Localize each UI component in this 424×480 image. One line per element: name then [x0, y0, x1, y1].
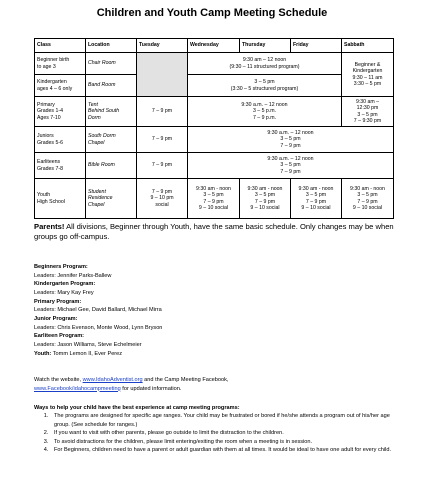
ways-section: [34, 404, 394, 454]
program-leaders: [34, 263, 394, 358]
time-cell: 9:30 am – 12:30 pm 3 – 5 pm 7 – 9:30 pm: [342, 97, 394, 127]
time-cell: 3 – 5 pm (3:30 – 5 structured program): [188, 75, 342, 97]
class-cell: Juniors Grades 5-6: [35, 127, 86, 153]
column-header: Class: [35, 39, 86, 53]
location-cell: Student Residence Chapel: [86, 179, 137, 219]
youth-leaders: Tomm Lemon II, Ever Perez: [51, 350, 123, 357]
class-cell: Beginner birth to age 3: [35, 53, 86, 75]
parents-note: [34, 222, 394, 243]
column-header: Tuesday: [137, 39, 188, 53]
time-cell: 9:30 am - noon 3 – 5 pm 7 – 9 pm 9 – 10 social: [240, 179, 291, 219]
column-header: Friday: [291, 39, 342, 53]
list-item: 1. The programs are designed for specific age ranges. Your child may be frustrated or bored if he/she attends a program out of his/her age group. (See schedule for ranges.): [50, 412, 394, 429]
website-link[interactable]: www.IdahoAdventist.org: [82, 377, 143, 383]
watch-note: [34, 376, 394, 393]
time-cell: 9:30 a.m. – 12 noon 3 – 5 p.m. 7 – 9 p.m.: [188, 97, 342, 127]
watch-text: and the Camp Meeting Facebook,: [142, 377, 229, 383]
program-heading: Earliteen Program:: [34, 333, 85, 340]
table-row: [35, 179, 394, 219]
program-leaders-line: Leaders: Jason Williams, Steve Echelmeier: [34, 341, 142, 348]
program-heading: Youth:: [34, 350, 52, 357]
watch-text: for updated information.: [120, 385, 182, 392]
time-cell: 9:30 am – 12 noon (9:30 – 11 structured program): [188, 53, 342, 75]
program-heading: Kindergarten Program:: [34, 281, 96, 288]
time-cell: 9:30 am - noon 3 – 5 pm 7 – 9 pm 9 – 10 social: [342, 179, 394, 219]
table-row: [35, 127, 394, 153]
time-cell: 9:30 a.m. – 12 noon 3 – 5 pm 7 – 9 pm: [188, 127, 394, 153]
time-cell: 9:30 a.m. – 12 noon 3 – 5 pm 7 – 9 pm: [188, 153, 394, 179]
column-header: Sabbath: [342, 39, 394, 53]
table-row: [35, 97, 394, 127]
time-cell: 9:30 am - noon 3 – 5 pm 7 – 9 pm 9 – 10 social: [291, 179, 342, 219]
location-cell: Tent Behind South Dorm: [86, 97, 137, 127]
empty-cell: [137, 53, 188, 97]
ways-list: [34, 412, 394, 454]
time-cell: 7 – 9 pm: [137, 153, 188, 179]
list-item: 4. For Beginners, children need to have a parent or adult guardian with them at all times. It would be ideal to have one adult for every child.: [50, 446, 394, 454]
class-cell: Kindergarten ages 4 – 6 only: [35, 75, 86, 97]
column-header: Wednesday: [188, 39, 240, 53]
location-cell: South Dorm Chapel: [86, 127, 137, 153]
list-item: 2. If you want to visit with other parents, please go outside to limit the distraction to the children.: [50, 429, 394, 437]
schedule-table: [34, 38, 394, 219]
program-heading: Primary Program:: [34, 298, 82, 305]
youth-line: [34, 350, 394, 359]
list-item: 3. To avoid distractions for the children, please limit entering/exiting the room when a meeting is in session.: [50, 438, 394, 446]
time-cell: 9:30 am - noon 3 – 5 pm 7 – 9 pm 9 – 10 social: [188, 179, 240, 219]
column-header: Location: [86, 39, 137, 53]
program-leaders-line: Leaders: Chris Evenson, Monte Wood, Lynn Bryson: [34, 324, 163, 331]
program-leaders-line: Leaders: Jennifer Parks-Ballew: [34, 272, 112, 279]
parents-text: All divisions, Beginner through Youth, have the same basic schedule. Only changes may be when groups go off-campus.: [34, 222, 394, 242]
time-cell: 7 – 9 pm 9 – 10 pm social: [137, 179, 188, 219]
program-heading: Beginners Program:: [34, 264, 88, 270]
program-leaders-line: Leaders: Mary Kay Frey: [34, 289, 94, 296]
location-cell: Band Room: [86, 75, 137, 97]
table-header-row: [35, 39, 394, 53]
facebook-link[interactable]: www.Facebook/idahocampmeeting: [34, 385, 121, 392]
program-heading: Junior Program:: [34, 315, 78, 322]
time-cell: Beginner & Kindergarten 9:30 – 11 am 3:30 – 5 pm: [342, 53, 394, 97]
watch-text: Watch the website,: [34, 377, 83, 383]
page-title: Children and Youth Camp Meeting Schedule: [96, 7, 328, 19]
table-row: [35, 153, 394, 179]
time-cell: 7 – 9 pm: [137, 127, 188, 153]
location-cell: Bible Room: [86, 153, 137, 179]
program-leaders-line: Leaders: Michael Gee, David Ballard, Michael Mirra: [34, 307, 162, 314]
class-cell: Earliteens Grades 7-8: [35, 153, 86, 179]
table-row: [35, 53, 394, 75]
class-cell: Youth High School: [35, 179, 86, 219]
time-cell: 7 – 9 pm: [137, 97, 188, 127]
class-cell: Primary Grades 1-4 Ages 7-10: [35, 97, 86, 127]
column-header: Thursday: [240, 39, 291, 53]
parents-lead: Parents!: [34, 222, 65, 231]
location-cell: Chair Room: [86, 53, 137, 75]
table-row: [35, 75, 394, 97]
ways-heading: Ways to help your child have the best experience at camp meeting programs:: [34, 405, 240, 411]
